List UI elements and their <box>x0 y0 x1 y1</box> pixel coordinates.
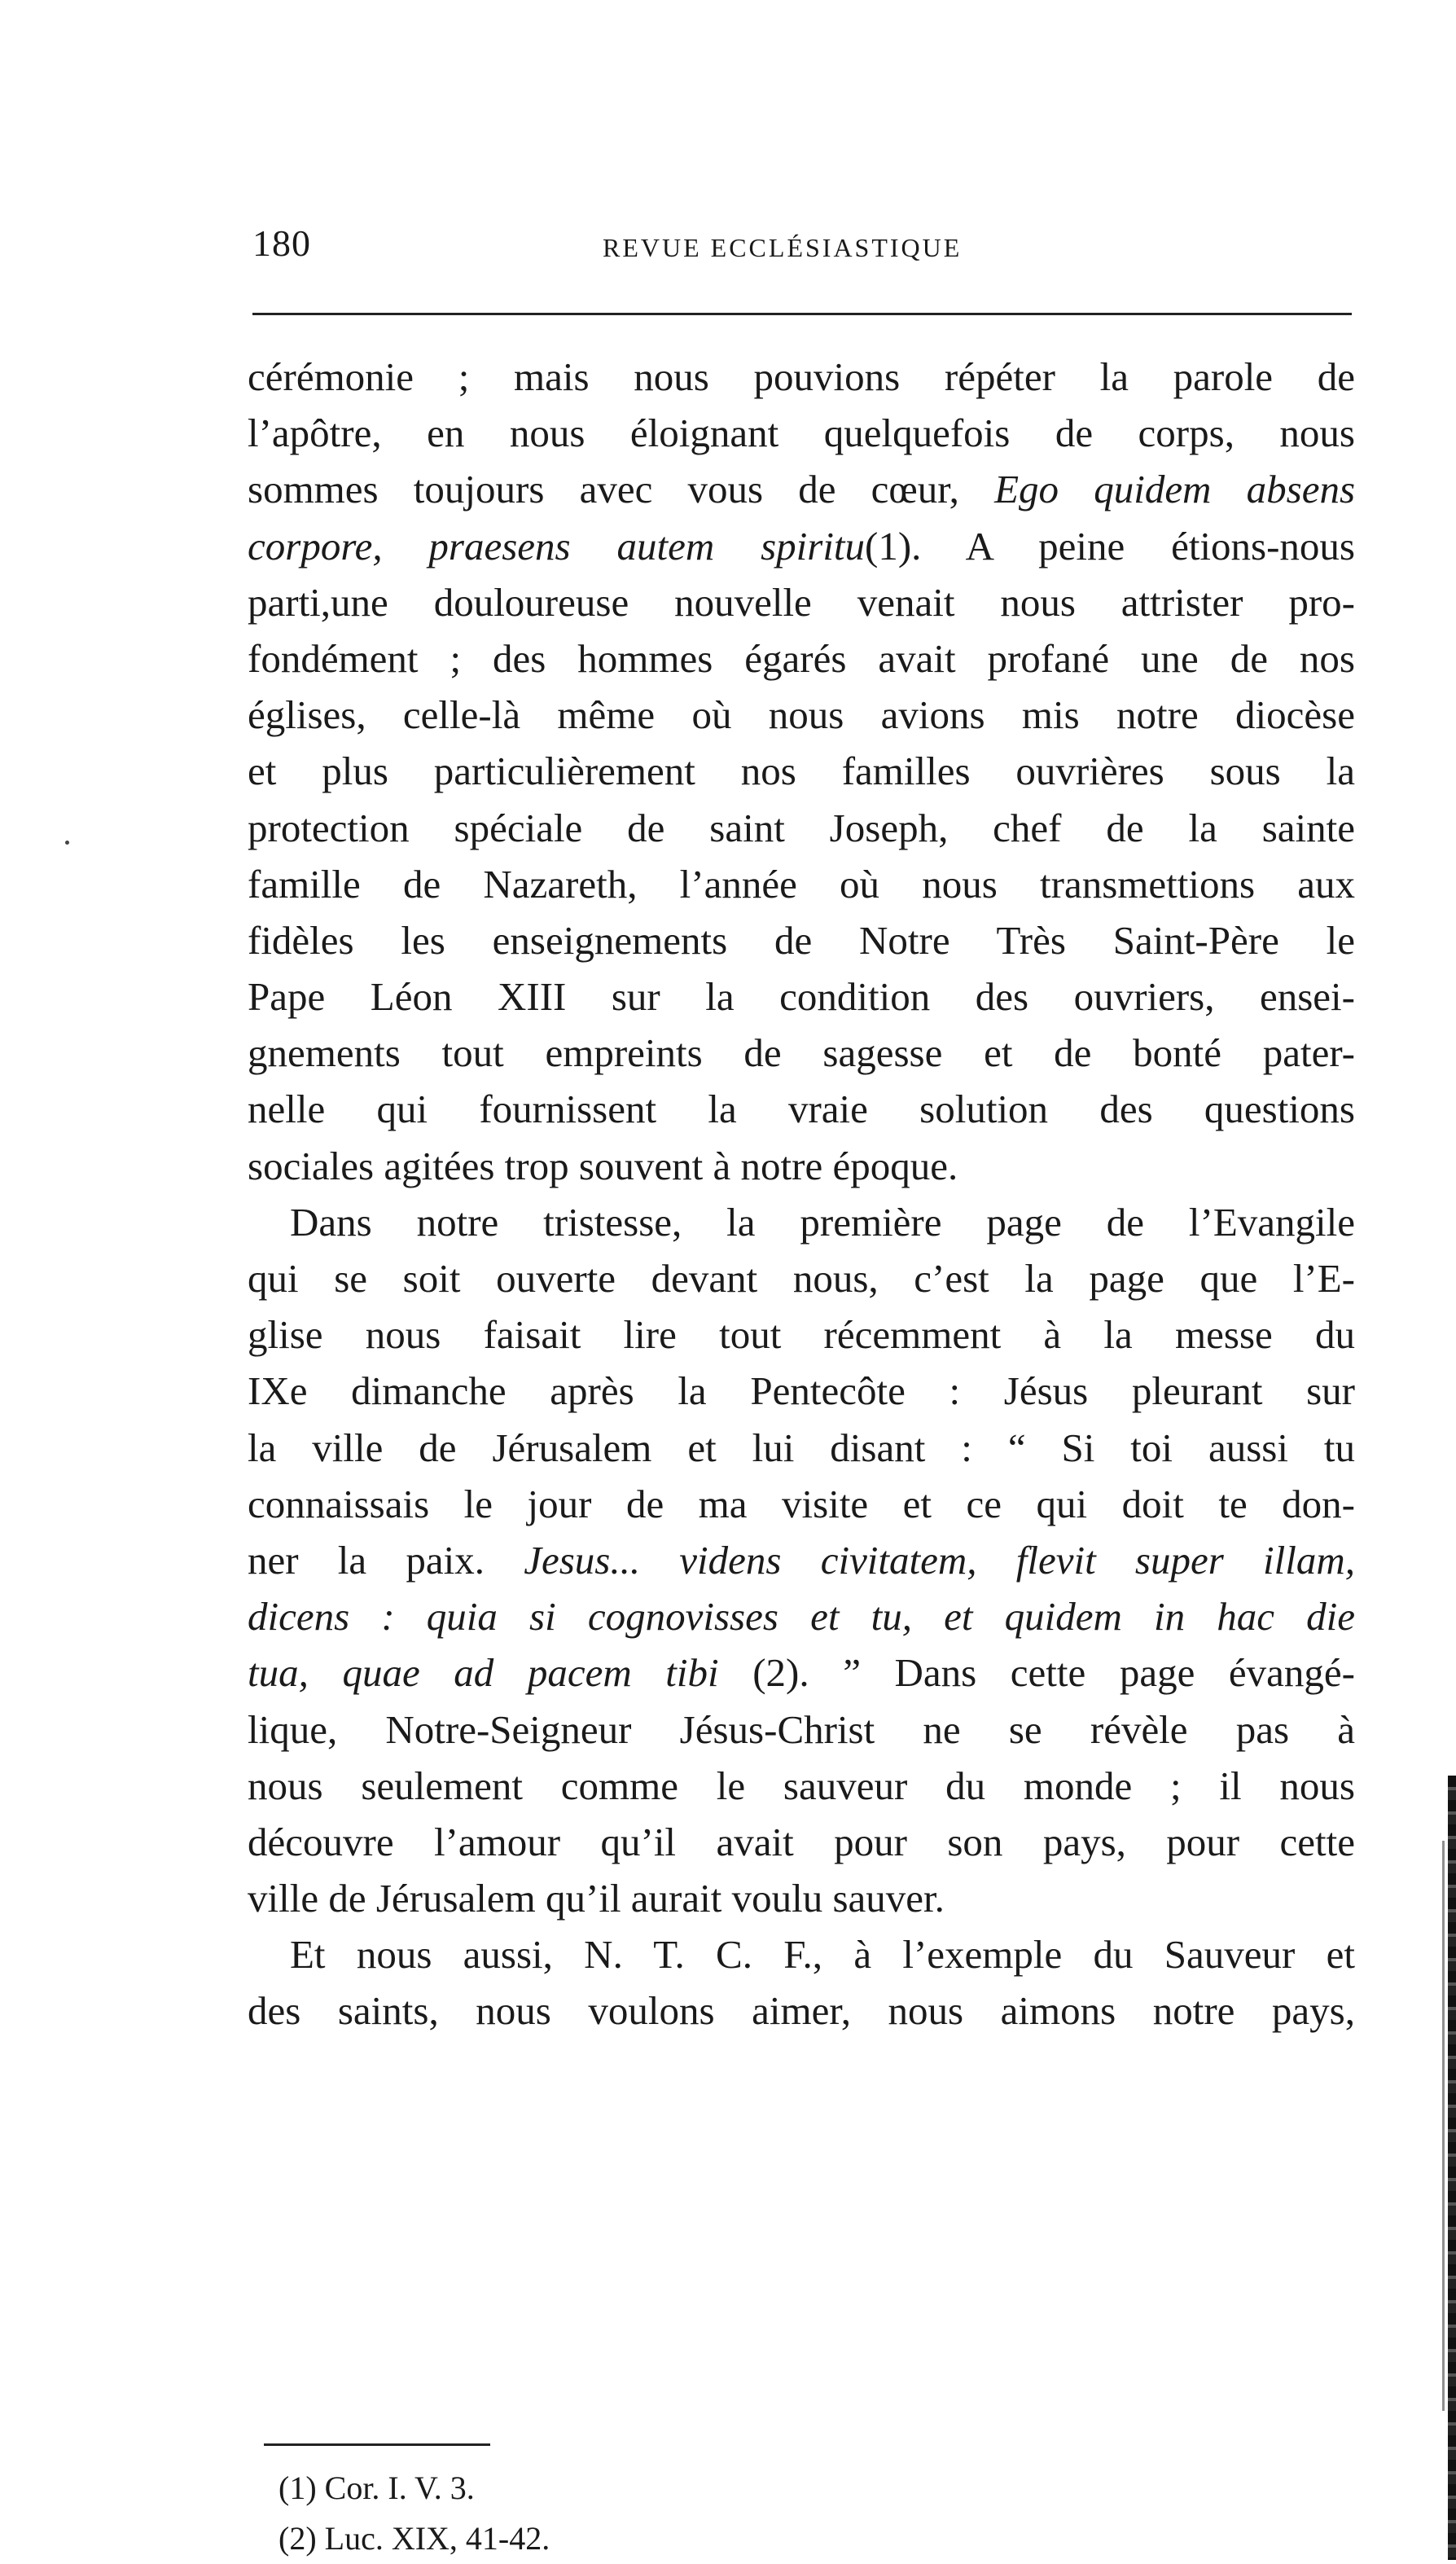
footnote: (1) Cor. I. V. 3. <box>278 2470 475 2506</box>
page-header <box>252 222 1352 287</box>
text-line: Pape Léon XIII sur la condition des ouvriers, ensei- <box>248 974 1355 1020</box>
text-line: des saints, nous voulons aimer, nous aimons notre pays, <box>248 1988 1355 2034</box>
text-line: l’apôtre, en nous éloignant quelquefois de corps, nous <box>248 411 1355 456</box>
text-line <box>248 1588 1355 1644</box>
text-line: lique, Notre-Seigneur Jésus-Christ ne se révèle pas à <box>248 1706 1355 1752</box>
footnote: (2) Luc. XIX, 41-42. <box>278 2520 550 2557</box>
text-line <box>248 1532 1355 1588</box>
text-line: nous seulement comme le sauveur du monde ; il nous <box>248 1763 1355 1808</box>
text-line: connaissais le jour de ma visite et ce qui doit te don- <box>248 1481 1355 1526</box>
text-line: Dans notre tristesse, la première page de l’Evangile <box>290 1199 1355 1245</box>
text-line: églises, celle-là même où nous avions mis notre diocèse <box>248 692 1355 738</box>
footnotes <box>278 2463 550 2564</box>
text-run: (2). ” Dans cette page évangé- <box>752 1650 1355 1696</box>
text-line: la ville de Jérusalem et lui disant : “ Si toi aussi tu <box>248 1425 1355 1470</box>
text-line: famille de Nazareth, l’année où nous transmettions aux <box>248 861 1355 907</box>
latin-quote: dicens : quia si cognovisses et tu, et quidem in hac die <box>248 1594 1355 1640</box>
text-line: nelle qui fournissent la vraie solution des questions <box>248 1087 1355 1132</box>
text-line: découvre l’amour qu’il avait pour son pays, pour cette <box>248 1819 1355 1864</box>
text-run: (1). A peine étions-nous <box>865 523 1355 569</box>
text-line: fidèles les enseignements de Notre Très Saint-Père le <box>248 917 1355 963</box>
running-title: REVUE ECCLÉSIASTIQUE <box>603 233 963 262</box>
text-line: Et nous aussi, N. T. C. F., à l’exemple du Sauveur et <box>290 1932 1355 1978</box>
text-line: et plus particulièrement nos familles ouvrières sous la <box>248 749 1355 794</box>
latin-quote: Ego quidem absens <box>994 467 1356 512</box>
text-line: glise nous faisait lire tout récemment à la messe du <box>248 1312 1355 1358</box>
body-text <box>248 349 1355 2039</box>
text-line: qui se soit ouverte devant nous, c’est la page que l’E- <box>248 1256 1355 1301</box>
text-line: parti,une douloureuse nouvelle venait nous attrister pro- <box>248 579 1355 625</box>
text-line: IXe dimanche après la Pentecôte : Jésus pleurant sur <box>248 1368 1355 1414</box>
footnote-rule <box>264 2443 490 2446</box>
text-line <box>248 518 1355 574</box>
stray-mark <box>65 841 69 845</box>
text-line <box>248 1644 1355 1701</box>
latin-quote: Jesus... videns civitatem, flevit super illam, <box>524 1537 1356 1583</box>
scan-edge-shadow <box>1442 1841 1445 2411</box>
latin-quote: corpore, praesens autem spiritu <box>248 523 866 569</box>
header-rule <box>252 313 1352 315</box>
text-line: fondément ; des hommes égarés avait profané une de nos <box>248 635 1355 681</box>
text-line: gnements tout empreints de sagesse et de bonté pater- <box>248 1030 1355 1076</box>
text-line: sociales agitées trop souvent à notre époque. <box>248 1143 958 1188</box>
text-line: cérémonie ; mais nous pouvions répéter la parole de <box>248 354 1355 399</box>
scan-edge-strip <box>1448 1776 1456 2560</box>
text-run: sommes toujours avec vous de cœur, <box>248 467 959 512</box>
page-number: 180 <box>252 222 311 264</box>
text-run: ner la paix. <box>248 1537 485 1583</box>
text-line: ville de Jérusalem qu’il aurait voulu sauver. <box>248 1876 945 1921</box>
text-line <box>248 461 1355 517</box>
latin-quote: tua, quae ad pacem tibi <box>248 1650 719 1696</box>
text-line: protection spéciale de saint Joseph, chef de la sainte <box>248 805 1355 850</box>
